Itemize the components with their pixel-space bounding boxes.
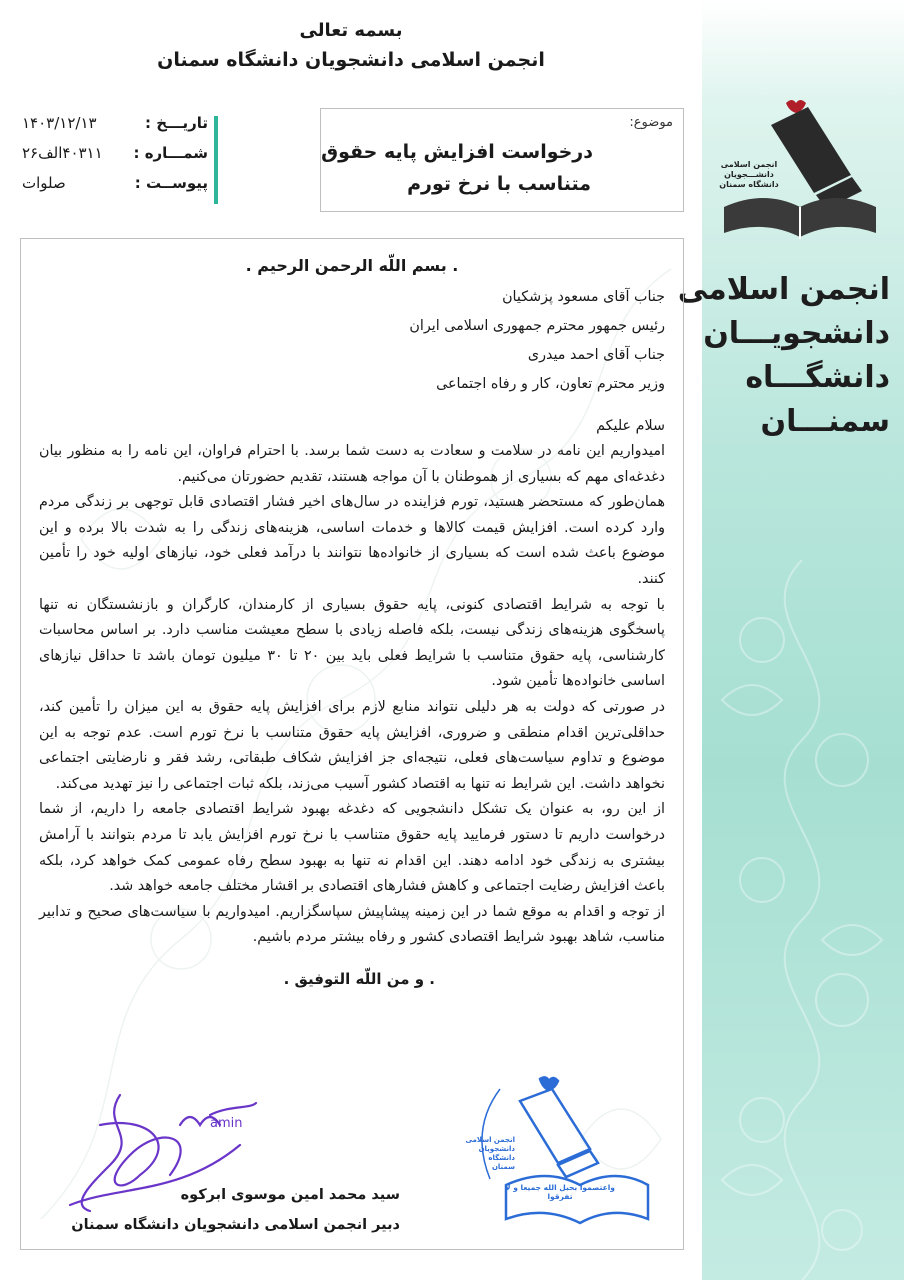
logo-caption-line: دانشگاه سمنان (719, 180, 779, 189)
date-row (22, 114, 208, 138)
closing-phrase: . و من اللّه التوفیق . (283, 969, 435, 988)
sidebar-org-line: سمنـــان (760, 404, 890, 439)
signature-handwriting: amin (210, 1116, 243, 1131)
greeting: سلام علیکم (596, 418, 665, 434)
signatory-title: دبیر انجمن اسلامی دانشجویان دانشگاه سمنان (71, 1217, 400, 1233)
addressee-line: جناب آقای مسعود پزشکیان (502, 289, 665, 305)
decorative-sidebar (677, 0, 904, 1280)
body-paragraph: در صورتی که دولت به هر دلیلی نتواند منابع لازم برای افزایش پایه حقوق به این میزان را تأمین کند، حداقلی‌ترین اقدام منطقی و ضروری، افزایش پایه حقوق متناسب با نرخ تورم است. عدم توجه به این موضوع و تداوم سیاست‌های فعلی، نتیجه‌ای جز افزایش شکاف طبقاتی، رشد فقر و نارضایتی اجتماعی نخواهد داشت. این شرایط نه تنها به اقتصاد کشور آسیب می‌زند، بلکه ثبات اجتماعی را نیز تهدید می‌کند. (39, 698, 665, 792)
subject-line: درخواست افزایش پایه حقوق (321, 141, 593, 163)
bismillah-heading: بسمه تعالی (299, 20, 403, 41)
organization-title: انجمن اسلامی دانشجویان دانشگاه سمنان (157, 49, 545, 71)
sidebar-org-name (677, 268, 890, 444)
addressee-line: رئیس جمهور محترم جمهوری اسلامی ایران (409, 318, 665, 334)
letterhead (0, 18, 702, 76)
opening-phrase: . بسم اللّه الرحمن الرحیم . (245, 256, 459, 275)
date-label: تاریـــخ : (145, 114, 208, 132)
letter-content (39, 251, 665, 991)
subject-line: متناسب با نرخ تورم (407, 173, 591, 195)
number-value: ۴۰۳۱۱الف۲۶ (22, 144, 103, 162)
addressee-block (39, 283, 665, 399)
signatory-name: سید محمد امین موسوی ابرکوه (180, 1187, 400, 1203)
addressee-line: جناب آقای احمد میدری (527, 347, 665, 363)
stamp-caption-line: دانشگاه (488, 1154, 515, 1162)
date-value: ۱۴۰۳/۱۲/۱۳ (22, 114, 97, 132)
meta-divider (214, 116, 218, 204)
body-paragraph: امیدواریم این نامه در سلامت و سعادت به دست شما برسد. با احترام فراوان، این نامه را به منظور بیان دغدغه‌ای مهم که بسیاری از هموطنان با آن مواجه هستند، تقدیم حضورتان می‌کنیم. (39, 443, 665, 485)
sidebar-org-line: دانشگـــاه (745, 360, 890, 395)
addressee-line: وزیر محترم تعاون، کار و رفاه اجتماعی (436, 376, 665, 392)
stamp-caption-line: دانشجویان (478, 1145, 515, 1153)
stamp-motto: واعتصموا بحبل الله جمیعا و لا تفرقوا (505, 1183, 615, 1201)
stamp-caption-line: سمنان (491, 1163, 515, 1171)
attachment-row (22, 174, 208, 198)
attachment-label: پیوســت : (134, 174, 208, 192)
sidebar-org-line: انجمن اسلامی (677, 272, 890, 307)
subject-box (320, 108, 684, 212)
body-paragraph: همان‌طور که مستحضر هستید، تورم فزاینده در سال‌های اخیر فشار اقتصادی قابل توجهی بر زندگی مردم وارد کرده است. افزایش قیمت کالاها و خدمات اساسی، هزینه‌های زندگی را به شدت بالا برده و این موضوع باعث شده است که بسیاری از خانواده‌ها نتوانند با درآمد فعلی خود، نیازهای اولیه خود را تأمین کنند. (39, 494, 665, 587)
sidebar-org-line: دانشجویـــان (703, 316, 890, 351)
body-paragraph: با توجه به شرایط اقتصادی کنونی، پایه حقوق بسیاری از کارمندان، کارگران و بازنشستگان نه تنها پاسخگوی هزینه‌های زندگی نیست، بلکه فاصله زیادی با سطح معیشت مناسب دارد. بر اساس محاسبات کارشناسی، پایه حقوق متناسب با شرایط فعلی باید بین ۲۰ تا ۳۰ میلیون تومان باشد تا حداقل نیازهای اساسی خانواده‌ها تأمین شود. (39, 596, 665, 690)
attachment-value: صلوات (22, 174, 66, 192)
number-row (22, 144, 208, 168)
body-paragraph: از این رو، به عنوان یک تشکل دانشجویی که دغدغه بهبود شرایط اقتصادی جامعه را داریم، از شما درخواست داریم تا دستور فرمایید پایه حقوق متناسب با نرخ تورم افزایش یابد تا مردم بتوانند با آرامش بیشتری به زندگی خود ادامه دهند. این اقدام نه تنها به بهبود سطح رفاه عمومی کمک خواهد کرد، بلکه باعث افزایش رضایت اجتماعی و کاهش فشارهای اقتصادی بر اقشار مختلف جامعه خواهد شد. (39, 801, 665, 895)
letter-meta (22, 112, 218, 200)
stamp-caption-line: انجمن اسلامی (465, 1136, 515, 1144)
signatory-block (40, 1180, 400, 1240)
stamp-caption (455, 1136, 515, 1172)
number-label: شمـــاره : (133, 144, 208, 162)
logo-caption (714, 160, 784, 190)
subject-label: موضوع: (629, 115, 673, 130)
logo-caption-line: انجمن اسلامی (720, 160, 778, 169)
body-paragraph: از توجه و اقدام به موقع شما در این زمینه پیشاپیش سپاسگزاریم. امیدواریم با سیاست‌های صحیح و تدابیر مناسب، شاهد بهبود شرایط اقتصادی کشور و رفاه بیشتر مردم باشیم. (39, 903, 665, 946)
logo-caption-line: دانشـــجویان (724, 170, 774, 179)
